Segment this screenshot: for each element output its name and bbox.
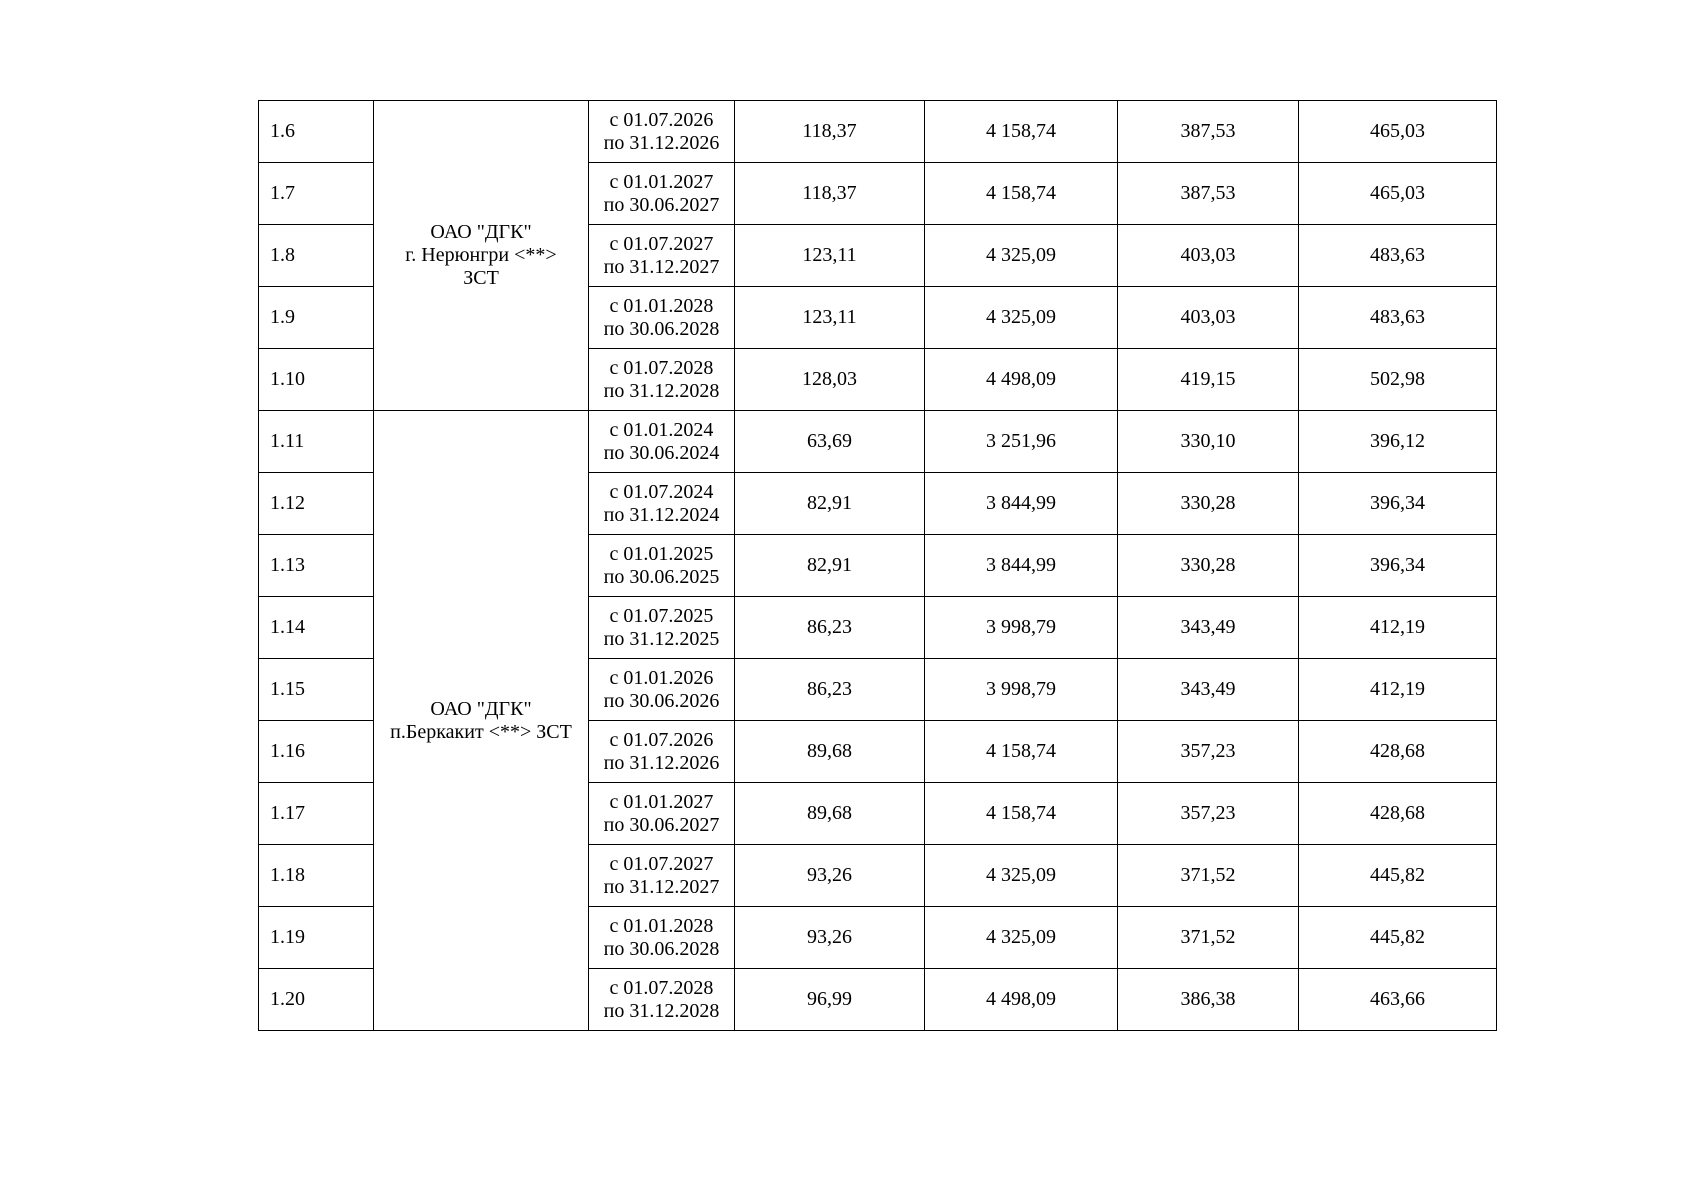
value-cell-1: 89,68: [735, 721, 925, 783]
value-cell-1: 93,26: [735, 845, 925, 907]
value-cell-2: 4 158,74: [925, 101, 1118, 163]
value-cell-2: 4 325,09: [925, 225, 1118, 287]
period-to: по 30.06.2028: [603, 937, 720, 960]
period-to: по 31.12.2026: [603, 131, 720, 154]
value-cell-3: 371,52: [1118, 907, 1299, 969]
value-cell-4: 483,63: [1299, 287, 1497, 349]
value-cell-1: 118,37: [735, 163, 925, 225]
value-cell-1: 96,99: [735, 969, 925, 1031]
organization-line: г. Нерюнгри <**>: [405, 244, 557, 266]
value-cell-2: 4 158,74: [925, 163, 1118, 225]
value-cell-3: 419,15: [1118, 349, 1299, 411]
value-cell-3: 386,38: [1118, 969, 1299, 1031]
row-number-cell: 1.12: [259, 473, 374, 535]
value-cell-1: 82,91: [735, 535, 925, 597]
period-from: с 01.01.2027: [609, 170, 714, 193]
value-cell-2: 4 325,09: [925, 287, 1118, 349]
value-cell-1: 93,26: [735, 907, 925, 969]
value-cell-1: 89,68: [735, 783, 925, 845]
row-number-cell: 1.18: [259, 845, 374, 907]
period-cell: [589, 349, 735, 411]
period-cell: [589, 225, 735, 287]
value-cell-4: 396,34: [1299, 473, 1497, 535]
organization-cell: [374, 101, 589, 411]
period-to: по 30.06.2028: [603, 317, 720, 340]
period-to: по 31.12.2028: [603, 379, 720, 402]
row-number-cell: 1.11: [259, 411, 374, 473]
row-number-cell: 1.13: [259, 535, 374, 597]
value-cell-3: 343,49: [1118, 597, 1299, 659]
row-number-cell: 1.15: [259, 659, 374, 721]
period-to: по 30.06.2024: [603, 441, 720, 464]
period-from: с 01.01.2026: [609, 666, 714, 689]
period-from: с 01.07.2025: [609, 604, 714, 627]
organization-line: п.Беркакит <**> ЗСТ: [390, 720, 572, 743]
period-from: с 01.07.2027: [609, 852, 714, 875]
organization-cell: [374, 411, 589, 1031]
value-cell-3: 357,23: [1118, 783, 1299, 845]
value-cell-1: 82,91: [735, 473, 925, 535]
row-number-cell: 1.9: [259, 287, 374, 349]
value-cell-4: 465,03: [1299, 101, 1497, 163]
row-number-cell: 1.16: [259, 721, 374, 783]
period-to: по 31.12.2026: [603, 751, 720, 774]
period-from: с 01.01.2025: [609, 542, 714, 565]
period-cell: [589, 163, 735, 225]
value-cell-2: 4 498,09: [925, 349, 1118, 411]
value-cell-4: 465,03: [1299, 163, 1497, 225]
period-to: по 30.06.2026: [603, 689, 720, 712]
period-to: по 31.12.2027: [603, 255, 720, 278]
period-cell: [589, 411, 735, 473]
value-cell-4: 412,19: [1299, 659, 1497, 721]
period-cell: [589, 845, 735, 907]
period-cell: [589, 783, 735, 845]
period-cell: [589, 535, 735, 597]
value-cell-1: 63,69: [735, 411, 925, 473]
value-cell-1: 128,03: [735, 349, 925, 411]
period-cell: [589, 659, 735, 721]
period-cell: [589, 287, 735, 349]
period-cell: [589, 597, 735, 659]
period-to: по 31.12.2027: [603, 875, 720, 898]
value-cell-4: 445,82: [1299, 845, 1497, 907]
period-to: по 30.06.2027: [603, 813, 720, 836]
value-cell-1: 123,11: [735, 225, 925, 287]
value-cell-4: 412,19: [1299, 597, 1497, 659]
value-cell-3: 403,03: [1118, 225, 1299, 287]
period-cell: [589, 473, 735, 535]
value-cell-1: 86,23: [735, 597, 925, 659]
value-cell-4: 396,34: [1299, 535, 1497, 597]
tariff-table: [258, 100, 1497, 1031]
value-cell-4: 502,98: [1299, 349, 1497, 411]
value-cell-3: 343,49: [1118, 659, 1299, 721]
value-cell-3: 387,53: [1118, 163, 1299, 225]
value-cell-3: 330,10: [1118, 411, 1299, 473]
value-cell-2: 4 158,74: [925, 783, 1118, 845]
value-cell-1: 118,37: [735, 101, 925, 163]
row-number-cell: 1.20: [259, 969, 374, 1031]
period-to: по 30.06.2027: [603, 193, 720, 216]
value-cell-2: 4 325,09: [925, 845, 1118, 907]
period-to: по 31.12.2025: [603, 627, 720, 650]
value-cell-1: 123,11: [735, 287, 925, 349]
period-from: с 01.01.2024: [609, 418, 714, 441]
period-to: по 30.06.2025: [603, 565, 720, 588]
period-cell: [589, 907, 735, 969]
value-cell-4: 483,63: [1299, 225, 1497, 287]
value-cell-2: 3 998,79: [925, 597, 1118, 659]
value-cell-2: 4 158,74: [925, 721, 1118, 783]
row-number-cell: 1.10: [259, 349, 374, 411]
period-from: с 01.01.2028: [609, 294, 714, 317]
value-cell-2: 4 498,09: [925, 969, 1118, 1031]
table-row: [259, 101, 1497, 163]
row-number-cell: 1.17: [259, 783, 374, 845]
period-from: с 01.01.2028: [609, 914, 714, 937]
row-number-cell: 1.6: [259, 101, 374, 163]
value-cell-2: 3 844,99: [925, 535, 1118, 597]
value-cell-4: 396,12: [1299, 411, 1497, 473]
period-from: с 01.07.2024: [609, 480, 714, 503]
tariff-table-body: [259, 101, 1497, 1031]
period-from: с 01.07.2028: [609, 976, 714, 999]
value-cell-3: 403,03: [1118, 287, 1299, 349]
organization-line: ОАО "ДГК": [430, 697, 532, 720]
value-cell-4: 463,66: [1299, 969, 1497, 1031]
value-cell-4: 428,68: [1299, 783, 1497, 845]
value-cell-3: 387,53: [1118, 101, 1299, 163]
period-from: с 01.07.2026: [609, 108, 714, 131]
period-to: по 31.12.2024: [603, 503, 720, 526]
value-cell-2: 3 844,99: [925, 473, 1118, 535]
organization-line: ЗСТ: [463, 267, 499, 289]
value-cell-3: 371,52: [1118, 845, 1299, 907]
period-cell: [589, 101, 735, 163]
period-to: по 31.12.2028: [603, 999, 720, 1022]
period-cell: [589, 969, 735, 1031]
row-number-cell: 1.19: [259, 907, 374, 969]
value-cell-1: 86,23: [735, 659, 925, 721]
value-cell-4: 428,68: [1299, 721, 1497, 783]
row-number-cell: 1.7: [259, 163, 374, 225]
period-from: с 01.07.2028: [609, 356, 714, 379]
table-row: [259, 411, 1497, 473]
value-cell-2: 3 251,96: [925, 411, 1118, 473]
value-cell-3: 330,28: [1118, 535, 1299, 597]
value-cell-4: 445,82: [1299, 907, 1497, 969]
value-cell-2: 3 998,79: [925, 659, 1118, 721]
row-number-cell: 1.8: [259, 225, 374, 287]
period-cell: [589, 721, 735, 783]
value-cell-3: 357,23: [1118, 721, 1299, 783]
period-from: с 01.07.2026: [609, 728, 714, 751]
period-from: с 01.01.2027: [609, 790, 714, 813]
period-from: с 01.07.2027: [609, 232, 714, 255]
value-cell-2: 4 325,09: [925, 907, 1118, 969]
organization-line: ОАО "ДГК": [430, 221, 532, 243]
value-cell-3: 330,28: [1118, 473, 1299, 535]
row-number-cell: 1.14: [259, 597, 374, 659]
